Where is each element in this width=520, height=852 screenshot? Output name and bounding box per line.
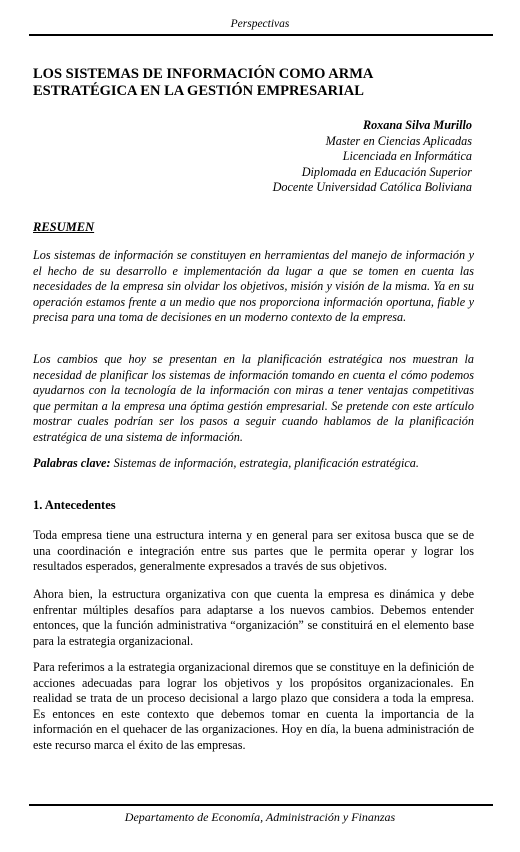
article-title (33, 66, 483, 100)
keywords (33, 456, 474, 472)
author-credential: Master en Ciencias Aplicadas (325, 133, 472, 148)
author-credential: Docente Universidad Católica Boliviana (272, 180, 472, 195)
author-credential: Diplomada en Educación Superior (301, 164, 472, 179)
footer-rule (29, 804, 493, 806)
author-credential: Licenciada en Informática (342, 149, 472, 164)
section-heading: 1. Antecedentes (33, 498, 116, 512)
author-name: Roxana Silva Murillo (362, 118, 472, 132)
running-footer: Departamento de Economía, Administración y Finanzas (124, 810, 396, 824)
abstract-paragraph: Los sistemas de información se constituyen en herramientas del manejo de información y el hecho de su desarrollo e implementación da lugar a que se tomen en cuenta las necesidades de la empresa sin olvidar los objetivos, misión y visión de la misma. Ya en su operación estamos frente a un medio que nos proporciona información oportuna, fiable y precisa para una toma de decisiones en un moderno contexto de la empresa. (33, 248, 474, 325)
running-header: Perspectivas (230, 18, 290, 30)
body-paragraph: Toda empresa tiene una estructura interna y en general para ser exitosa busca que se de una coordinación e integración entre sus partes que le permita operar y lograr los resultados esperados, generalmente expresados a través de sus objetivos. (33, 528, 474, 574)
keywords-text: Sistemas de información, estrategia, planificación estratégica. (110, 456, 419, 470)
header-rule (29, 34, 493, 36)
abstract-heading: RESUMEN (33, 220, 95, 234)
abstract-paragraph: Los cambios que hoy se presentan en la planificación estratégica nos muestran la necesidad de planificar los sistemas de información tomando en cuenta el cómo podemos ayudarnos con la tecnología de la información con miras a tener ventajas competitivas que permitan a la empresa una óptima gestión empresarial. Se pretende con este artículo mostrar cuales podrían ser los pasos a seguir cuando hablamos de la planificación estratégica de una sistema de información. (33, 352, 474, 444)
body-paragraph: Ahora bien, la estructura organizativa con que cuenta la empresa es dinámica y debe enfrentar múltiples desafíos para adaptarse a los nuevos cambios. Debemos entender entonces, que la función administrativa “organización” se constituirá en el elemento base para la estrategia organizacional. (33, 587, 474, 648)
title-line-2: ESTRATÉGICA EN LA GESTIÓN EMPRESARIAL (33, 83, 364, 99)
body-paragraph: Para referimos a la estrategia organizacional diremos que se constituye en la definición de acciones adecuadas para lograr los objetivos y los propósitos organizacionales. En realidad se trata de un proceso decisional a largo plazo que considera a toda la empresa. Es entonces en este contexto que debemos tomar en cuenta la importancia de la información en el quehacer de las organizaciones. Hoy en día, la buena administración de este recurso marca el éxito de las empresas. (33, 660, 474, 752)
keywords-label: Palabras clave: (33, 456, 111, 470)
title-line-1: LOS SISTEMAS DE INFORMACIÓN COMO ARMA (33, 66, 374, 82)
author-block (152, 118, 472, 196)
